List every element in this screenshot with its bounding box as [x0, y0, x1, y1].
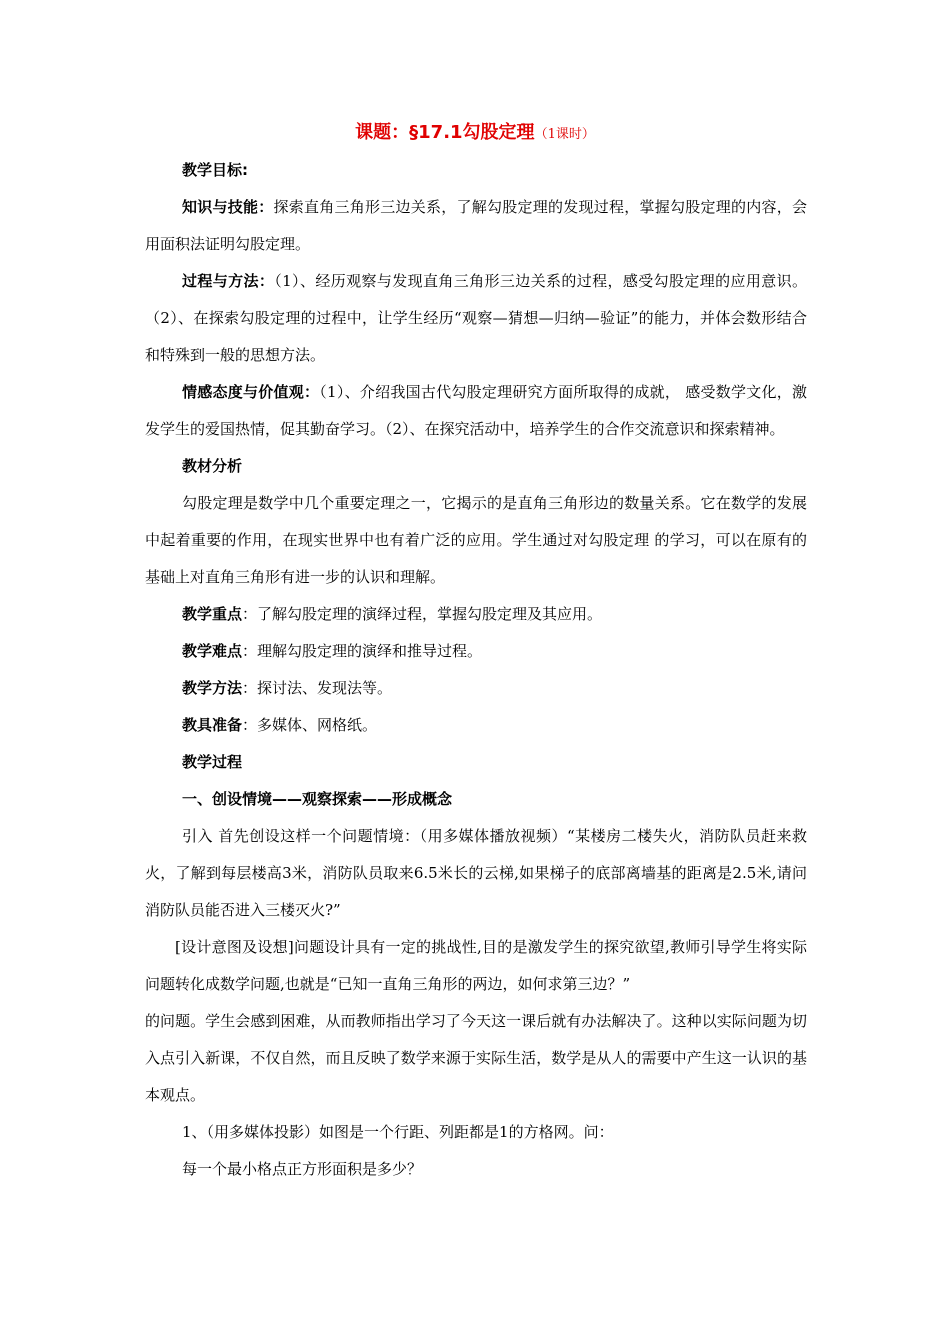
- difficulty-text: ：理解勾股定理的演绎和推导过程。: [242, 642, 483, 660]
- knowledge-label: 知识与技能：: [182, 198, 274, 216]
- knowledge-text: 探索直角三角形三边关系，了解勾股定理的发现过程，掌握勾股定理的内容，会用面积法证明勾股定理。: [145, 198, 807, 253]
- item1-paragraph: 1、（用多媒体投影）如图是一个行距、列距都是1的方格网。问：: [182, 1123, 614, 1141]
- emotion-label: 情感态度与价值观：: [182, 383, 320, 401]
- method-text: ：探讨法、发现法等。: [242, 679, 393, 697]
- analysis-paragraph: 勾股定理是数学中几个重要定理之一，它揭示的是直角三角形边的数量关系。它在数学的发展中起着重要的作用，在现实世界中也有着广泛的应用。学生通过对勾股定理 的学习，可以在原有的基础上对直角三角形有进一步的认识和理解。: [145, 494, 807, 586]
- process-label: 过程与方法：: [182, 272, 275, 290]
- key-point-text: ：了解勾股定理的演绎过程，掌握勾股定理及其应用。: [242, 605, 603, 623]
- document-body: [145, 152, 807, 1188]
- emotion-paragraph: [145, 374, 807, 448]
- emotion-text: （1）、介绍我国古代勾股定理研究方面所取得的成就， 感受数学文化，激发学生的爱国热情，促其勤奋学习。（2）、在探究活动中，培养学生的合作交流意识和探索精神。: [145, 383, 807, 438]
- question-paragraph: 每一个最小格点正方形面积是多少？: [182, 1160, 423, 1178]
- analysis-heading: 教材分析: [182, 457, 243, 475]
- objectives-heading: 教学目标:: [182, 161, 248, 179]
- difficulty-label: 教学难点: [182, 642, 243, 660]
- knowledge-paragraph: [145, 189, 807, 263]
- key-point-paragraph: [145, 596, 807, 633]
- tools-label: 教具准备: [182, 716, 243, 734]
- process-paragraph: [145, 263, 807, 374]
- process-text: （1）、经历观察与发现直角三角形三边关系的过程，感受勾股定理的应用意识。（2）、在探索勾股定理的过程中，让学生经历“观察—猜想—归纳—验证”的能力，并体会数形结合和特殊到一般的思想方法。: [145, 272, 807, 364]
- difficulty-paragraph: [145, 633, 807, 670]
- design-paragraph-continued: 的问题。学生会感到困难，从而教师指出学习了今天这一课后就有办法解决了。这种以实际问题为切入点引入新课，不仅自然，而且反映了数学来源于实际生活，数学是从人的需要中产生这一认识的基本观点。: [145, 1012, 807, 1104]
- design-paragraph: [设计意图及设想]问题设计具有一定的挑战性,目的是激发学生的探究欲望,教师引导学生将实际问题转化成数学问题,也就是“已知一直角三角形的两边，如何求第三边？”: [145, 938, 807, 993]
- method-label: 教学方法: [182, 679, 243, 697]
- method-paragraph: [145, 670, 807, 707]
- section1-heading: 一、创设情境——观察探索——形成概念: [182, 790, 453, 808]
- tools-paragraph: [145, 707, 807, 744]
- intro-paragraph: 引入 首先创设这样一个问题情境：（用多媒体播放视频）“某楼房二楼失火，消防队员赶来救火，了解到每层楼高3米，消防队员取来6.5米长的云梯,如果梯子的底部离墙基的距离是2.5米,请问消防队员能否进入三楼灭火?”: [145, 827, 807, 919]
- title-sub: （1课时）: [534, 127, 595, 142]
- lesson-title: [0, 118, 950, 144]
- tools-text: ：多媒体、网格纸。: [242, 716, 378, 734]
- title-main: 课题：§17.1勾股定理: [355, 122, 535, 143]
- process-heading: 教学过程: [182, 753, 243, 771]
- key-point-label: 教学重点: [182, 605, 243, 623]
